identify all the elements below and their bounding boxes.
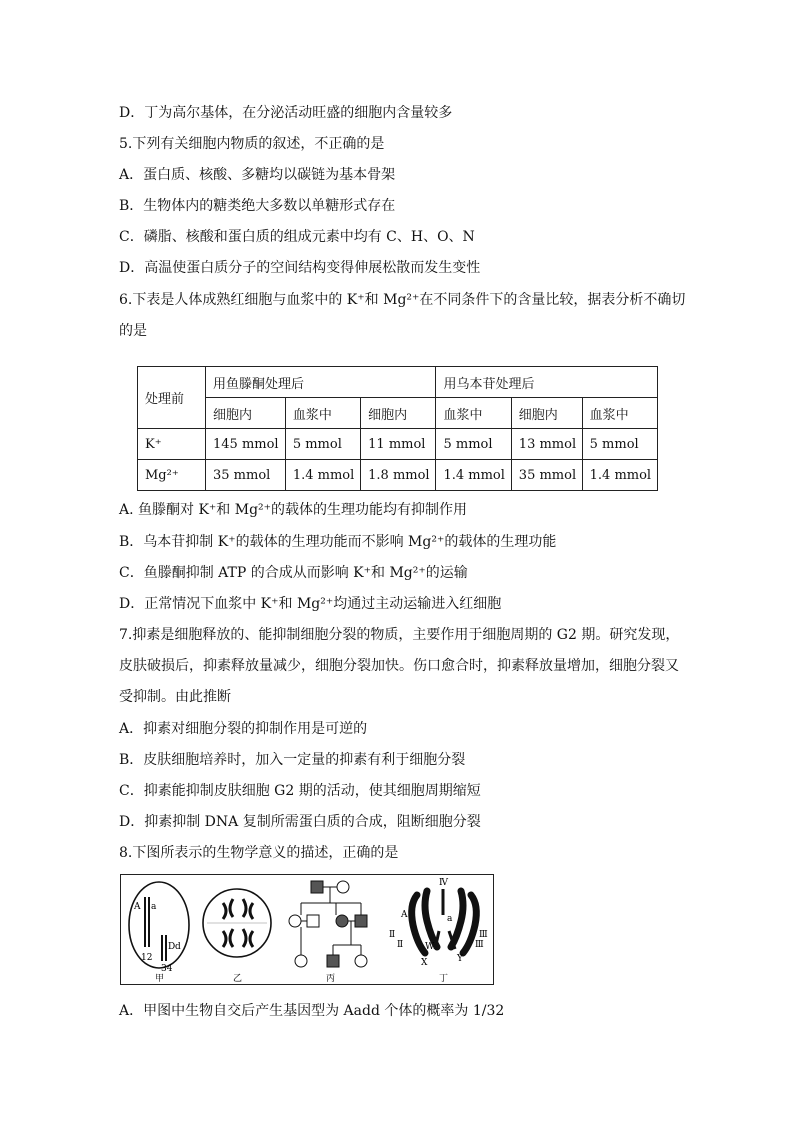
table-header-row <box>138 367 658 398</box>
option-text: D．正常情况下血浆中 K⁺和 Mg²⁺均通过主动运输进入红细胞 <box>119 596 502 612</box>
gene-label: A <box>401 910 408 920</box>
option-text: D．抑素抑制 DNA 复制所需蛋白质的合成，阻断细胞分裂 <box>119 814 481 830</box>
panel-ding-chromosomes <box>389 878 488 968</box>
table-cell: 13 mmol <box>511 429 582 460</box>
sex-chromosome-label: Y <box>457 954 463 964</box>
gene-label: d <box>175 942 181 952</box>
chromosome-label: Ⅲ <box>475 940 484 950</box>
table-row <box>138 460 658 491</box>
figure-drawing <box>121 875 495 986</box>
panel-bing-pedigree <box>289 881 367 967</box>
gene-label: a <box>151 902 157 912</box>
table-row-label: Mg²⁺ <box>138 460 206 491</box>
panel-yi-cell <box>203 889 271 957</box>
table-cell: 5 mmol <box>582 429 657 460</box>
table-cell: 5 mmol <box>436 429 511 460</box>
question-7-stem-cont: 受抑制。由此推断 <box>119 689 231 705</box>
table-subheader-row <box>138 398 658 429</box>
table-subheader: 细胞内 <box>206 398 286 429</box>
table-subheader: 细胞内 <box>511 398 582 429</box>
gene-label: D <box>168 942 176 952</box>
table-cell: 1.8 mmol <box>361 460 436 491</box>
chromosome-label: Ⅱ <box>397 940 404 950</box>
question-7-stem: 7.抑素是细胞释放的、能抑制细胞分裂的物质，主要作用于细胞周期的 G2 期。研究发现， <box>119 627 680 643</box>
ion-content-table <box>137 366 658 491</box>
chromosome-label: Ⅱ <box>389 930 396 940</box>
table-subheader: 血浆中 <box>285 398 360 429</box>
option-text: D．丁为高尔基体，在分泌活动旺盛的细胞内含量较多 <box>119 105 453 121</box>
table-cell: 1.4 mmol <box>285 460 360 491</box>
table-cell: 1.4 mmol <box>436 460 511 491</box>
biology-figure <box>120 874 494 985</box>
option-text: B．乌本苷抑制 K⁺的载体的生理功能而不影响 Mg²⁺的载体的生理功能 <box>119 534 557 550</box>
chromosome-number: 12 <box>141 953 153 963</box>
table-group-header: 用鱼滕酮处理后 <box>206 367 436 398</box>
question-8-stem: 8.下图所表示的生物学意义的描述，正确的是 <box>119 845 399 861</box>
option-text: C．鱼滕酮抑制 ATP 的合成从而影响 K⁺和 Mg²⁺的运输 <box>119 565 468 581</box>
option-text: C．抑素能抑制皮肤细胞 G2 期的活动，使其细胞周期缩短 <box>119 783 481 799</box>
table-cell: 1.4 mmol <box>582 460 657 491</box>
question-7-stem-cont: 皮肤破损后，抑素释放量减少，细胞分裂加快。伤口愈合时，抑素释放量增加，细胞分裂又 <box>119 658 679 674</box>
sex-chromosome-label: X <box>421 958 428 968</box>
table-subheader: 血浆中 <box>436 398 511 429</box>
gene-label: a <box>447 914 453 924</box>
option-text: A．甲图中生物自交后产生基因型为 Aadd 个体的概率为 1/32 <box>119 1003 505 1019</box>
question-5-stem: 5.下列有关细胞内物质的叙述，不正确的是 <box>119 136 385 152</box>
option-text: A．蛋白质、核酸、多糖均以碳链为基本骨架 <box>119 167 396 183</box>
table-cell: 35 mmol <box>511 460 582 491</box>
chromosome-label: Ⅲ <box>479 930 488 940</box>
table-cell: 11 mmol <box>361 429 436 460</box>
option-text: A. 鱼滕酮对 K⁺和 Mg²⁺的载体的生理功能均有抑制作用 <box>119 502 468 518</box>
question-6-stem: 6.下表是人体成熟红细胞与血浆中的 K⁺和 Mg²⁺在不同条件下的含量比较，据表分析不确切 <box>119 292 686 308</box>
chromosome-number: 34 <box>161 964 173 974</box>
table-cell: 145 mmol <box>206 429 286 460</box>
option-text: A．抑素对细胞分裂的抑制作用是可逆的 <box>119 721 368 737</box>
gene-label: A <box>134 902 141 912</box>
option-text: C．磷脂、核酸和蛋白质的组成元素中均有 C、H、O、N <box>119 229 475 245</box>
option-text: D．高温使蛋白质分子的空间结构变得伸展松散而发生变性 <box>119 260 481 276</box>
panel-label: 丁 <box>439 974 449 984</box>
table-subheader: 血浆中 <box>582 398 657 429</box>
option-text: B．皮肤细胞培养时，加入一定量的抑素有利于细胞分裂 <box>119 752 466 768</box>
table-subheader: 细胞内 <box>361 398 436 429</box>
panel-jia-cell <box>129 882 189 974</box>
question-6-stem-cont: 的是 <box>119 323 147 339</box>
gene-label: W <box>425 942 435 952</box>
table-cell: 5 mmol <box>285 429 360 460</box>
table-group-header: 用乌本苷处理后 <box>436 367 658 398</box>
table-row-label: K⁺ <box>138 429 206 460</box>
panel-label: 乙 <box>233 974 243 984</box>
option-text: B．生物体内的糖类绝大多数以单糖形式存在 <box>119 198 396 214</box>
table-cell: 35 mmol <box>206 460 286 491</box>
panel-label: 甲 <box>155 974 165 984</box>
table-row <box>138 429 658 460</box>
chromosome-label: Ⅳ <box>439 878 448 888</box>
table-corner-cell: 处理前 <box>138 367 206 429</box>
panel-label: 丙 <box>326 974 336 984</box>
